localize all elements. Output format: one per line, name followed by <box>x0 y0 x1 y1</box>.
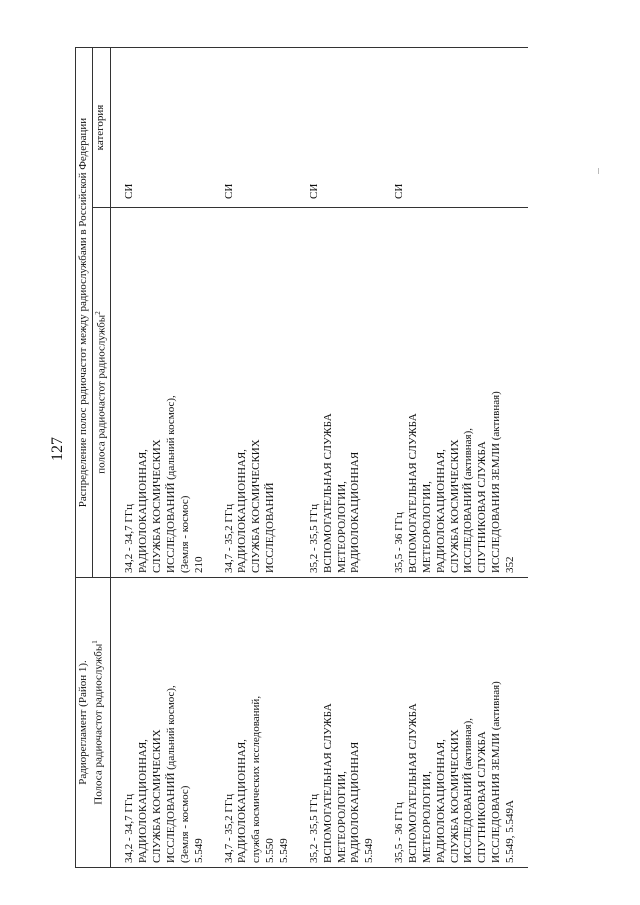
cell-regulation-band-line: РАДИОЛОКАЦИОННАЯ, <box>137 739 150 863</box>
table-row <box>111 48 217 868</box>
cell-regulation-band-line: 5.550 <box>264 838 277 863</box>
cell-regulation-band-line: ВСПОМОГАТЕЛЬНАЯ СЛУЖБА <box>406 703 419 863</box>
cell-regulation-band-line: 5.549 <box>192 838 205 863</box>
cell-regulation-band <box>387 578 528 868</box>
cell-regulation-band-line: СЛУЖБА КОСМИЧЕСКИХ <box>448 729 461 863</box>
cell-russian-band-line: 352 <box>504 556 516 573</box>
table-row <box>387 48 528 868</box>
cell-russian-band-line: ИССЛЕДОВАНИЙ (дальний космос), <box>164 395 177 573</box>
cell-russian-band-line: ВСПОМОГАТЕЛЬНАЯ СЛУЖБА <box>321 413 334 573</box>
frequency-allocation-table <box>75 47 528 868</box>
cell-regulation-band <box>111 578 217 868</box>
cell-regulation-band-line: служба космических исследований, <box>250 695 263 863</box>
cell-regulation-band-line: 5.549 <box>363 838 376 863</box>
header-left-title: Радиорегламент (Район 1). <box>77 660 89 785</box>
cell-russian-band-line: ВСПОМОГАТЕЛЬНАЯ СЛУЖБА <box>406 413 419 573</box>
cell-regulation-band <box>302 578 387 868</box>
cell-category: СИ <box>387 48 528 208</box>
table-row <box>217 48 302 868</box>
cell-regulation-band-line: ВСПОМОГАТЕЛЬНАЯ СЛУЖБА <box>321 703 334 863</box>
cell-regulation-band-line: 34,7 - 35,2 ГГц <box>222 793 235 863</box>
cell-russian-band-line: 35,2 - 35,5 ГГц <box>307 503 320 573</box>
cell-russian-band-line: СЛУЖБА КОСМИЧЕСКИХ <box>151 439 164 573</box>
cell-russian-band-line: 34,2 - 34,7 ГГц <box>123 503 136 573</box>
header-russian-allocation: Распределение полос радиочастот между радиослужбами в Российской Федерации <box>76 48 93 578</box>
cell-russian-band <box>387 208 528 578</box>
cell-regulation-band-line: ИССЛЕДОВАНИЯ ЗЕМЛИ (активная) <box>490 681 503 863</box>
cell-regulation-band-line: ИССЛЕДОВАНИЙ (активная), <box>462 717 475 863</box>
cell-regulation-band-line: (Земля - космос) <box>178 785 191 863</box>
cell-russian-band-line: РАДИОЛОКАЦИОННАЯ, <box>236 449 249 573</box>
cell-russian-band <box>302 208 387 578</box>
cell-russian-band-line: ИССЛЕДОВАНИЯ ЗЕМЛИ (активная) <box>490 391 503 573</box>
cell-regulation-band-line: 5.549, 5.549А <box>504 800 516 863</box>
header-radio-regulations <box>76 578 111 868</box>
page-number: 127 <box>49 437 66 461</box>
cell-russian-band-line: РАДИОЛОКАЦИОННАЯ, <box>434 449 447 573</box>
cell-regulation-band-line: СЛУЖБА КОСМИЧЕСКИХ <box>151 729 164 863</box>
cell-regulation-band-line: 34,2 - 34,7 ГГц <box>123 793 136 863</box>
cell-russian-band-line: СЛУЖБА КОСМИЧЕСКИХ <box>448 439 461 573</box>
cell-regulation-band-line: МЕТЕОРОЛОГИИ, <box>335 771 348 863</box>
cell-russian-band <box>111 208 217 578</box>
cell-russian-band-line: 34,7 - 35,2 ГГц <box>222 503 235 573</box>
cell-regulation-band-line: РАДИОЛОКАЦИОННАЯ, <box>434 739 447 863</box>
cell-regulation-band-line: РАДИОЛОКАЦИОННАЯ, <box>236 739 249 863</box>
cell-russian-band-line: РАДИОЛОКАЦИОННАЯ <box>349 451 362 573</box>
header-row-top <box>76 48 93 868</box>
cell-category: СИ <box>217 48 302 208</box>
cell-russian-band-line: ИССЛЕДОВАНИЙ (активная), <box>462 427 475 573</box>
cell-russian-band <box>217 208 302 578</box>
cell-russian-band-line: 35,5 - 36 ГГц <box>393 512 406 573</box>
cell-russian-band-line: 210 <box>192 556 205 573</box>
cell-russian-band-line: СПУТНИКОВАЯ СЛУЖБА <box>476 441 489 573</box>
cell-regulation-band-line: 35,2 - 35,5 ГГц <box>307 793 320 863</box>
cell-regulation-band-line: 35,5 - 36 ГГц <box>393 802 406 863</box>
cell-regulation-band-line: МЕТЕОРОЛОГИИ, <box>420 771 433 863</box>
cell-russian-band-line: МЕТЕОРОЛОГИИ, <box>335 481 348 573</box>
cell-category: СИ <box>111 48 217 208</box>
rotated-table-container <box>75 48 555 868</box>
header-left-subtitle: Полоса радиочастот радиослужбы$^1$ <box>90 640 105 805</box>
table-row <box>302 48 387 868</box>
cell-regulation-band-line: СПУТНИКОВАЯ СЛУЖБА <box>476 731 489 863</box>
cell-russian-band-line: СЛУЖБА КОСМИЧЕСКИХ <box>250 439 263 573</box>
cell-russian-band-line: РАДИОЛОКАЦИОННАЯ, <box>137 449 150 573</box>
cell-russian-band-line: МЕТЕОРОЛОГИИ, <box>420 481 433 573</box>
cell-russian-band-line: (Земля - космос) <box>178 495 191 573</box>
cell-regulation-band-line: ИССЛЕДОВАНИЙ (дальний космос), <box>164 685 177 863</box>
cell-regulation-band <box>217 578 302 868</box>
header-band: полоса радиочастот радиослужбы$^2$ <box>92 208 111 578</box>
cell-category: СИ <box>302 48 387 208</box>
table-body <box>111 48 528 868</box>
scan-mark <box>598 168 599 174</box>
cell-regulation-band-line: РАДИОЛОКАЦИОННАЯ <box>349 741 362 863</box>
header-category: категория <box>92 48 111 208</box>
cell-russian-band-line: ИССЛЕДОВАНИЙ <box>264 482 277 573</box>
cell-regulation-band-line: 5.549 <box>277 838 290 863</box>
